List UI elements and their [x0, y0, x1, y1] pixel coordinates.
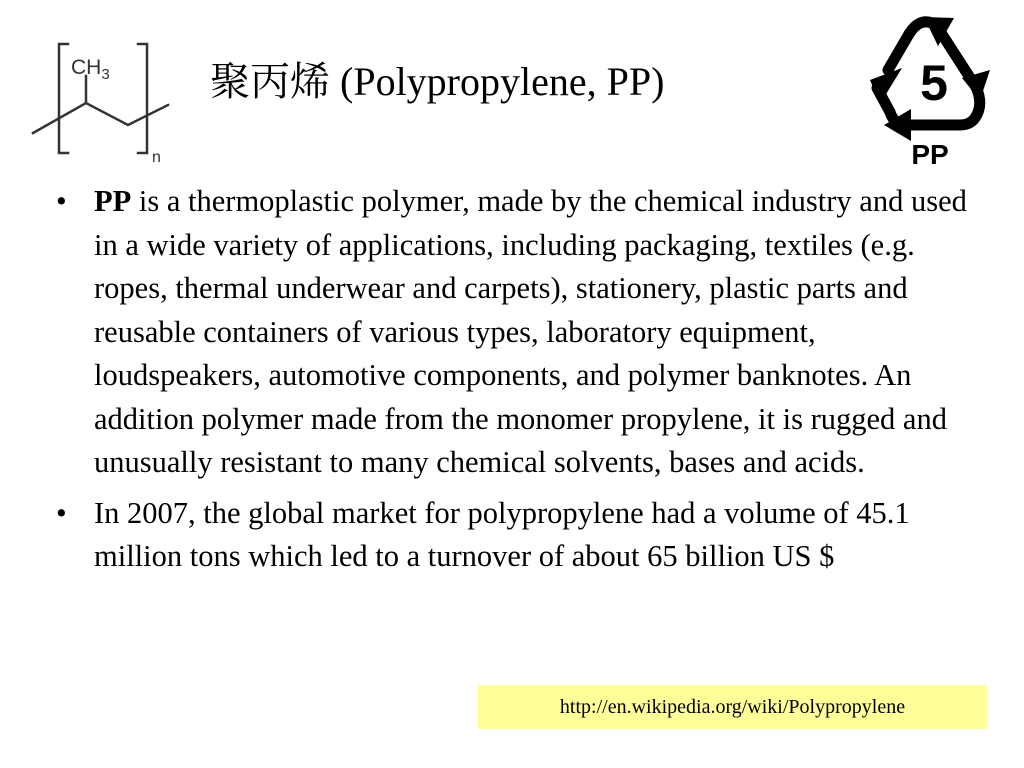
bullet-item: [56, 180, 986, 485]
polypropylene-structure-diagram: [28, 36, 178, 166]
bullet-lead-term: PP: [94, 184, 132, 218]
slide-title: 聚丙烯 (Polypropylene, PP): [210, 59, 665, 104]
recycling-code-number: 5: [920, 55, 948, 111]
bullet-text: is a thermoplastic polymer, made by the chemical industry and used in a wide variety of applications, including packaging, textiles (e.g. ropes, thermal underwear and carpets), stationery, plastic parts and reusable containers of various types, laboratory equipment, loudspeakers, automotive components, and polymer banknotes. An addition polymer made from the monomer propylene, it is rugged and unusually resistant to many chemical solvents, bases and acids.: [94, 184, 967, 479]
recycling-symbol: [862, 8, 996, 168]
bullet-marker: •: [56, 495, 67, 530]
source-link[interactable]: http://en.wikipedia.org/wiki/Polypropylene: [478, 685, 987, 729]
methyl-group-label: $CH_3$: [71, 56, 110, 83]
repeat-unit-subscript: n: [152, 149, 161, 166]
recycling-code-label: PP: [911, 139, 949, 168]
bullet-item: [56, 492, 986, 579]
bullet-marker: •: [56, 184, 67, 218]
bullet-text: In 2007, the global market for polypropylene had a volume of 45.1 million tons which led to a turnover of about 65 billion US $: [94, 495, 910, 573]
bullet-list: [56, 180, 986, 586]
